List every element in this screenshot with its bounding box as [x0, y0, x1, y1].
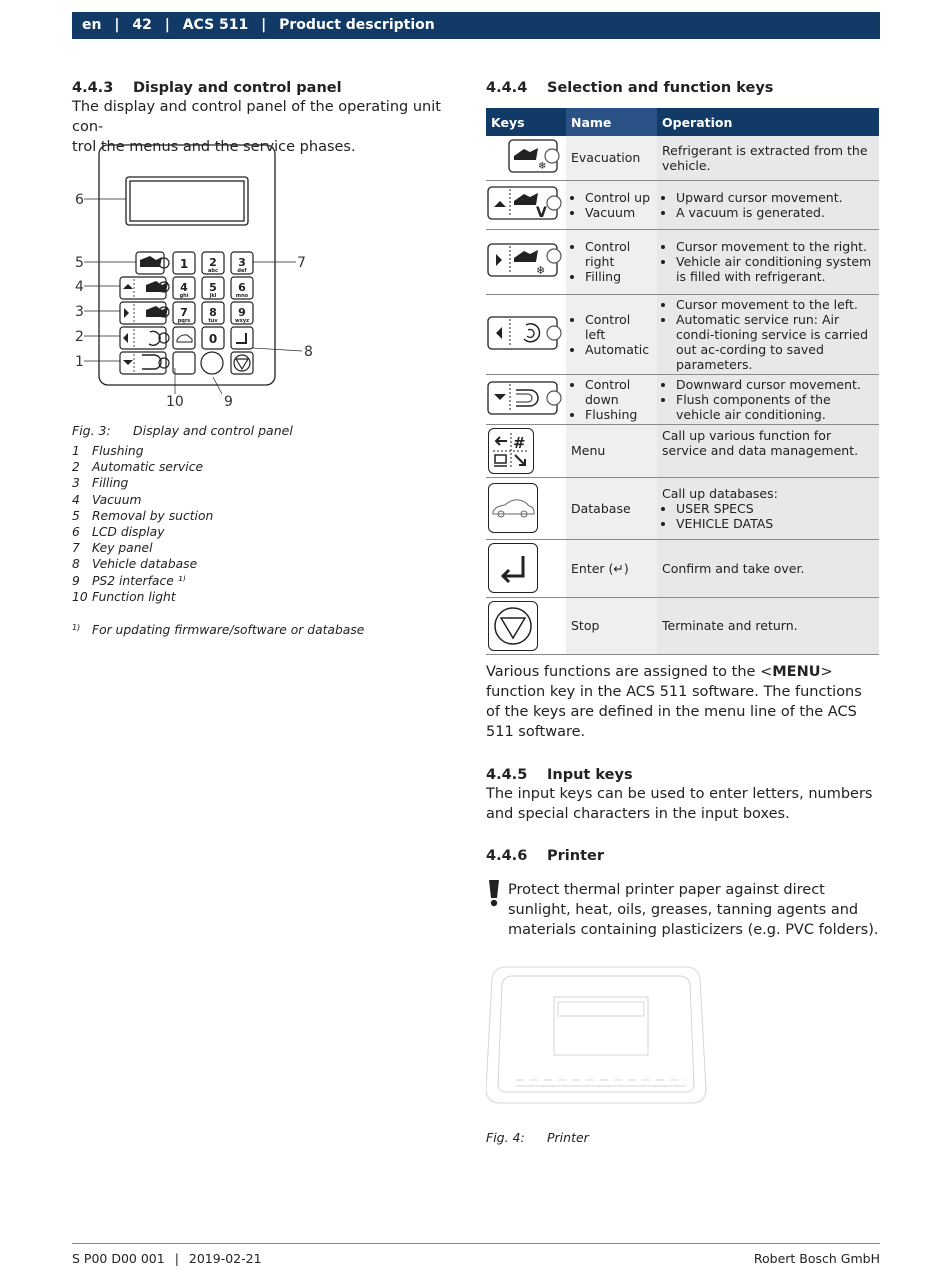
- column-header-keys: Keys: [486, 108, 566, 136]
- control-down-flushing-key-icon: [486, 378, 566, 418]
- keys-table: [486, 108, 879, 655]
- figure-title: Display and control panel: [133, 423, 293, 438]
- key-name: • Control down • Flushing: [566, 374, 657, 424]
- key-operation: • Cursor movement to the right. • Vehicle air conditioning system is filled with refrigerant.: [657, 229, 879, 294]
- key-7-sub: pqrs: [177, 318, 191, 324]
- key-4-sub: ghi: [179, 293, 189, 299]
- menu-paragraph: Various functions are assigned to the <MENU> function key in the ACS 511 software. The functions of the keys are defined in the menu line of the ACS 511 software.: [486, 664, 862, 740]
- page-header-bar: en | 42 | ACS 511 | Product description: [72, 12, 880, 39]
- intro-line: trol the menus and the service phases.: [72, 139, 356, 155]
- control-left-automatic-key-icon: [486, 313, 566, 353]
- footnote: [72, 623, 467, 637]
- callout-3: 3: [75, 304, 84, 320]
- key-3-sub: def: [237, 268, 247, 274]
- warning-text: Protect thermal printer paper against direct sunlight, heat, oils, greases, tanning agents and materials containing plasticizers (e.g. PVC folders).: [508, 882, 879, 938]
- section-title: Selection and function keys: [547, 80, 774, 96]
- legend-item: 9 PS2 interface ¹⁾: [72, 573, 186, 588]
- section-number: 4.4.3: [72, 80, 114, 96]
- control-panel-figure: [70, 142, 330, 412]
- evacuation-key-icon: [486, 136, 566, 176]
- section-printer: [486, 845, 880, 864]
- figure-title: Printer: [547, 1130, 589, 1145]
- table-row: [486, 597, 879, 654]
- legend-item: 2 Automatic service: [72, 460, 204, 475]
- callout-6: 6: [75, 192, 84, 208]
- callout-8: 8: [304, 344, 313, 360]
- warning-note: [486, 880, 882, 940]
- key-9-label: 9: [238, 306, 246, 319]
- menu-key: [173, 352, 195, 374]
- right-column: [486, 77, 880, 96]
- figure-caption: [72, 423, 467, 438]
- footnote-text: For updating firmware/software or database: [92, 622, 365, 637]
- table-row: [486, 229, 879, 294]
- key-6-sub: mno: [235, 293, 249, 299]
- legend-item: 3 Filling: [72, 476, 129, 491]
- key-9-sub: wxyz: [234, 318, 250, 324]
- key-7-label: 7: [180, 306, 188, 319]
- key-name: • Control right • Filling: [566, 229, 657, 294]
- callout-5: 5: [75, 255, 84, 271]
- section-heading: 4.4.6 Printer: [486, 848, 604, 864]
- key-2-sub: abc: [208, 268, 218, 274]
- section-title: Display and control panel: [133, 80, 342, 96]
- key-name: Enter (↵): [566, 539, 657, 597]
- callout-7: 7: [297, 255, 306, 271]
- svg-text:#: #: [513, 433, 526, 452]
- enter-key-icon: [488, 543, 538, 593]
- key-operation: Call up databases: • USER SPECS • VEHICLE DATAS: [657, 477, 879, 539]
- legend-item: 1 Flushing: [72, 444, 144, 458]
- footer-doc-number: S P00 D00 001: [72, 1251, 165, 1266]
- key-8-sub: tuv: [208, 318, 218, 324]
- key-operation: • Upward cursor movement. • A vacuum is generated.: [657, 180, 879, 229]
- svg-text:V: V: [536, 205, 547, 221]
- key-name: Menu: [566, 424, 657, 477]
- table-row: [486, 180, 879, 229]
- key-2-label: 2: [209, 256, 217, 269]
- section-body: The input keys can be used to enter letters, numbers and special characters in the input boxes.: [486, 786, 873, 822]
- callout-9: 9: [224, 394, 233, 410]
- key-name: • Control left • Automatic: [566, 294, 657, 374]
- key-0-label: 0: [208, 332, 218, 346]
- key-5-label: 5: [209, 281, 217, 294]
- lcd-display-inner: [130, 181, 244, 221]
- figure-legend: [72, 443, 467, 605]
- key-name: Database: [566, 477, 657, 539]
- intro-line: The display and control panel of the operating unit con-: [72, 99, 441, 135]
- header-lang: en: [82, 17, 102, 33]
- figure-4-caption: [486, 1130, 589, 1145]
- ps2-interface: [201, 352, 223, 374]
- callout-4: 4: [75, 279, 84, 295]
- table-row: [486, 424, 879, 477]
- callout-10: 10: [166, 394, 184, 410]
- footer-date: 2019-02-21: [188, 1251, 262, 1266]
- key-operation: Confirm and take over.: [657, 539, 879, 597]
- figure-label: Fig. 4:: [486, 1130, 525, 1145]
- column-header-operation: Operation: [657, 108, 879, 136]
- printer-figure: [486, 962, 716, 1107]
- section-input-keys: [486, 764, 880, 824]
- key-operation: • Cursor movement to the left. • Automatic service run: Air condi-tioning service is carried out ac-cording to saved parameters.: [657, 294, 879, 374]
- enter-key: [231, 327, 253, 349]
- section-number: 4.4.4: [486, 80, 528, 96]
- header-product: ACS 511: [182, 17, 249, 33]
- header-page-number: 42: [132, 17, 152, 33]
- legend-item: 6 LCD display: [72, 524, 165, 539]
- table-header-row: [486, 108, 879, 136]
- footer-doc-info: S P00 D00 001 | 2019-02-21: [72, 1251, 262, 1266]
- header-section: Product description: [279, 17, 435, 33]
- control-right-filling-key-icon: [486, 240, 566, 280]
- legend-item: 10 Function light: [72, 589, 176, 604]
- callout-1: 1: [75, 354, 84, 370]
- key-3-label: 3: [238, 256, 246, 269]
- key-name: Stop: [566, 597, 657, 654]
- page-footer: [72, 1243, 880, 1244]
- figure-label: Fig. 3:: [72, 423, 111, 438]
- svg-text:❄: ❄: [536, 264, 546, 277]
- footer-company: Robert Bosch GmbH: [753, 1251, 880, 1266]
- figure-3-caption-block: [72, 423, 467, 637]
- callout-2: 2: [75, 329, 84, 345]
- legend-item: 8 Vehicle database: [72, 557, 198, 572]
- key-operation: • Downward cursor movement. • Flush components of the vehicle air conditioning.: [657, 374, 879, 424]
- database-car-key-icon: [488, 483, 538, 533]
- key-name: • Control up • Vacuum: [566, 180, 657, 229]
- exclamation-icon: [486, 880, 502, 908]
- menu-key-icon: [488, 428, 534, 474]
- key-1-label: 1: [179, 257, 189, 271]
- table-row: [486, 374, 879, 424]
- svg-text:❄: ❄: [538, 161, 547, 173]
- database-key: [173, 327, 195, 349]
- keys-table-container: [486, 108, 879, 655]
- section-heading-display-panel: [72, 77, 467, 96]
- key-operation: Call up various function for service and data management.: [657, 424, 879, 477]
- table-row: [486, 477, 879, 539]
- key-5-sub: jkl: [209, 293, 217, 299]
- key-4-label: 4: [180, 281, 188, 294]
- legend-item: 5 Removal by suction: [72, 508, 214, 523]
- table-row: [486, 294, 879, 374]
- key-6-label: 6: [238, 281, 246, 294]
- lcd-display-outer: [126, 177, 248, 225]
- column-header-name: Name: [566, 108, 657, 136]
- key-8-label: 8: [209, 306, 217, 319]
- key-operation: Terminate and return.: [657, 597, 879, 654]
- table-row: [486, 136, 879, 180]
- section-heading: 4.4.5 Input keys: [486, 767, 633, 783]
- key-operation: Refrigerant is extracted from the vehicle.: [657, 136, 879, 180]
- key-name: Evacuation: [566, 136, 657, 180]
- legend-item: 7 Key panel: [72, 541, 153, 556]
- footnote-mark: 1): [72, 622, 81, 632]
- stop-key-icon: [488, 601, 538, 651]
- table-row: [486, 539, 879, 597]
- section-heading-keys: [486, 77, 880, 96]
- legend-item: 4 Vacuum: [72, 492, 142, 507]
- control-up-vacuum-key-icon: [486, 183, 566, 223]
